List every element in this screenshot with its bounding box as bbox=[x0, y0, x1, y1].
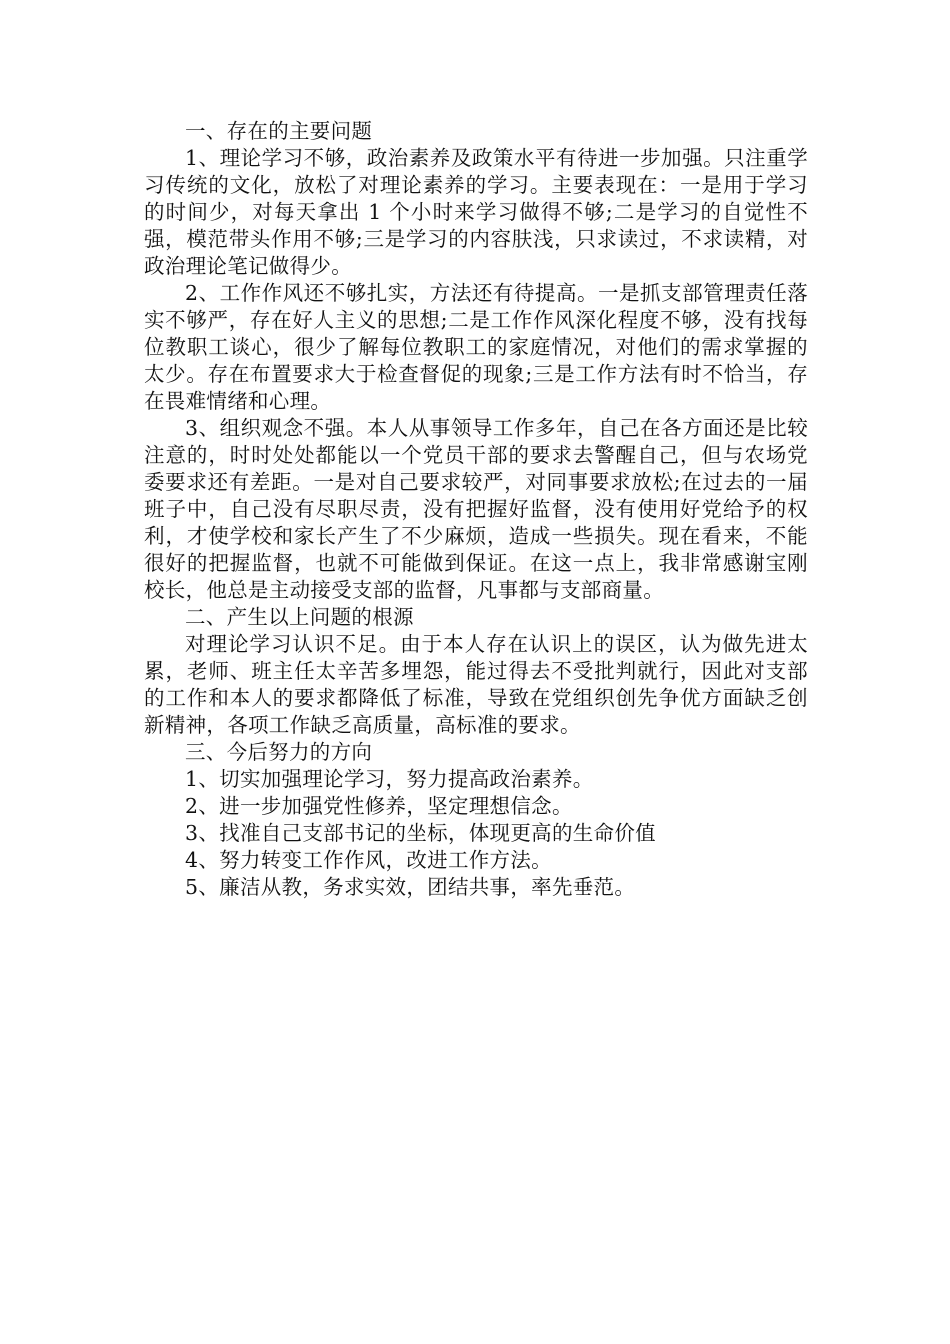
paragraph-organization: 3、组织观念不强。本人从事领导工作多年，自己在各方面还是比较注意的，时时处处都能以一个党员干部的要求去警醒自己，但与农场党委要求还有差距。一是对自己要求较严，对同事要求放松;在过去的一届班子中，自己没有尽职尽责，没有把握好监督，没有使用好党给予的权利，才使学校和家长产生了不少麻烦，造成一些损失。现在看来，不能很好的把握监督，也就不可能做到保证。在这一点上，我非常感谢宝刚校长，他总是主动接受支部的监督，凡事都与支部商量。 bbox=[144, 416, 808, 602]
list-item-direction-1: 1、切实加强理论学习，努力提高政治素养。 bbox=[185, 767, 594, 791]
document-body bbox=[144, 118, 808, 901]
list-item-direction-3: 3、找准自己支部书记的坐标，体现更高的生命价值 bbox=[185, 821, 656, 845]
list-item-direction-4: 4、努力转变工作作风，改进工作方法。 bbox=[185, 848, 552, 872]
paragraph-roots: 对理论学习认识不足。由于本人存在认识上的误区，认为做先进太累，老师、班主任太辛苦多埋怨，能过得去不受批判就行，因此对支部的工作和本人的要求都降低了标准，导致在党组织创先争优方面缺乏创新精神，各项工作缺乏高质量，高标准的要求。 bbox=[144, 632, 808, 737]
paragraph-theory-study: 1、理论学习不够，政治素养及政策水平有待进一步加强。只注重学习传统的文化，放松了对理论素养的学习。主要表现在：一是用于学习的时间少，对每天拿出 1 个小时来学习做得不够;二是学习的自觉性不强，模范带头作用不够;三是学习的内容肤浅，只求读过，不求读精，对政治理论笔记做得少。 bbox=[144, 146, 808, 278]
list-item-direction-2: 2、进一步加强党性修养，坚定理想信念。 bbox=[185, 794, 573, 818]
section-heading-roots: 二、产生以上问题的根源 bbox=[185, 605, 414, 629]
section-heading-direction: 三、今后努力的方向 bbox=[185, 740, 373, 764]
list-item-direction-5: 5、廉洁从教，务求实效，团结共事，率先垂范。 bbox=[185, 875, 636, 899]
section-heading-problems: 一、存在的主要问题 bbox=[185, 119, 373, 143]
paragraph-work-style: 2、工作作风还不够扎实，方法还有待提高。一是抓支部管理责任落实不够严，存在好人主义的思想;二是工作作风深化程度不够，没有找每位教职工谈心，很少了解每位教职工的家庭情况，对他们的需求掌握的太少。存在布置要求大于检查督促的现象;三是工作方法有时不恰当，存在畏难情绪和心理。 bbox=[144, 281, 808, 413]
